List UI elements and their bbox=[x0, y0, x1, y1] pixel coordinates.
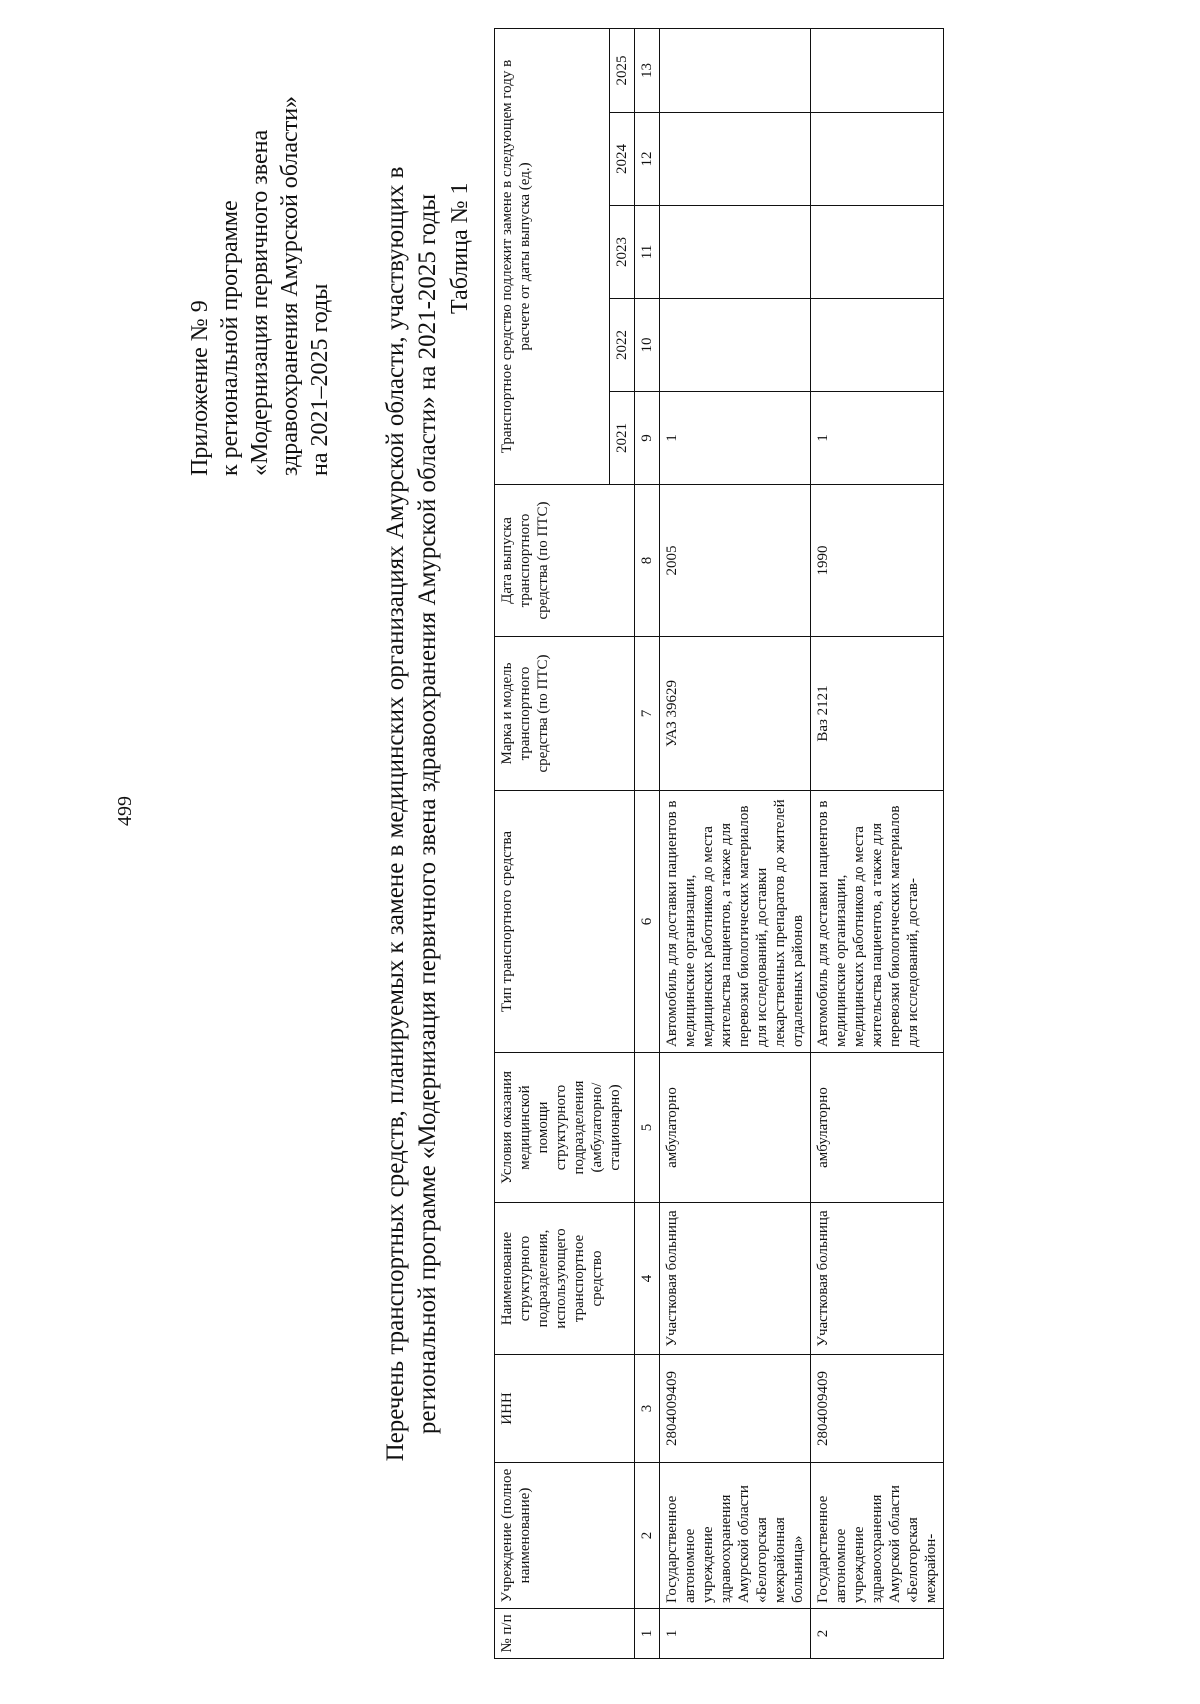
header-num: № п/п bbox=[495, 1609, 635, 1659]
cell-2025 bbox=[660, 28, 811, 112]
cell-subdivision: Участковая больница bbox=[660, 1203, 811, 1355]
appendix-line: к региональной программе bbox=[217, 200, 243, 476]
column-number: 13 bbox=[635, 28, 660, 112]
header-model: Марка и модель транспортного средства (по ПТС) bbox=[495, 637, 635, 791]
page-number: 499 bbox=[114, 796, 136, 826]
cell-2024 bbox=[811, 113, 944, 206]
cell-conditions: амбулаторно bbox=[811, 1053, 944, 1203]
cell-num: 2 bbox=[811, 1609, 944, 1659]
header-year: 2023 bbox=[610, 206, 635, 299]
cell-institution: Государственное автономное учреждение здравоохранения Амурской области «Белогорская межрайонная больница» bbox=[660, 1463, 811, 1609]
cell-2021: 1 bbox=[811, 392, 944, 485]
table-row bbox=[660, 28, 811, 1658]
header-subdivision: Наименование структурного подразделения, использующего транспортное средство bbox=[495, 1203, 635, 1355]
column-number: 8 bbox=[635, 485, 660, 637]
header-inn: ИНН bbox=[495, 1355, 635, 1463]
header-conditions: Условия оказания медицинской помощи структурного подразделения (амбулаторно/ стационарно) bbox=[495, 1053, 635, 1203]
cell-2021: 1 bbox=[660, 392, 811, 485]
column-number: 7 bbox=[635, 637, 660, 791]
title-line: Перечень транспортных средств, планируемых к замене в медицинских организациях Амурской области, участвующих в bbox=[382, 166, 409, 1462]
cell-type: Автомобиль для доставки пациентов в медицинские организации, медицинских работников до места жительства пациентов, а также для перевозки биологических материалов для исследований, достав- bbox=[811, 791, 944, 1053]
header-year: 2022 bbox=[610, 299, 635, 392]
cell-type: Автомобиль для доставки пациентов в медицинские организации, медицинских работников до места жительства пациентов, а также для перевозки биологических материалов для исследований, доставки лекарственных препаратов до жителей отдаленных районов bbox=[660, 791, 811, 1053]
column-numbers-row bbox=[635, 28, 660, 1658]
table-header-row bbox=[495, 28, 610, 1658]
vehicles-table bbox=[494, 28, 944, 1659]
column-number: 3 bbox=[635, 1355, 660, 1463]
table-row bbox=[811, 28, 944, 1658]
title-line: региональной программе «Модернизация первичного звена здравоохранения Амурской области» на 2021-2025 годы bbox=[414, 193, 441, 1435]
cell-inn: 2804009409 bbox=[811, 1355, 944, 1463]
cell-inn: 2804009409 bbox=[660, 1355, 811, 1463]
table-number: Таблица № 1 bbox=[447, 182, 473, 314]
cell-2022 bbox=[811, 299, 944, 392]
cell-model: Ваз 2121 bbox=[811, 637, 944, 791]
cell-release: 2005 bbox=[660, 485, 811, 637]
appendix-line: «Модернизация первичного звена bbox=[247, 129, 273, 476]
cell-institution: Государственное автономное учреждение здравоохранения Амурской области «Белогорская межрайон- bbox=[811, 1463, 944, 1609]
cell-2023 bbox=[811, 206, 944, 299]
header-replace: Транспортное средство подлежит замене в следующем году в расчете от даты выпуска (ед.) bbox=[495, 28, 610, 484]
column-number: 12 bbox=[635, 113, 660, 206]
appendix-header bbox=[185, 6, 335, 476]
column-number: 9 bbox=[635, 392, 660, 485]
cell-subdivision: Участковая больница bbox=[811, 1203, 944, 1355]
cell-2023 bbox=[660, 206, 811, 299]
header-type: Тип транспортного средства bbox=[495, 791, 635, 1053]
column-number: 11 bbox=[635, 206, 660, 299]
column-number: 2 bbox=[635, 1463, 660, 1609]
appendix-line: Приложение № 9 bbox=[187, 300, 213, 476]
cell-conditions: амбулаторно bbox=[660, 1053, 811, 1203]
header-institution: Учреждение (полное наименование) bbox=[495, 1463, 635, 1609]
cell-2025 bbox=[811, 28, 944, 112]
header-release: Дата выпуска транспортного средства (по ПТС) bbox=[495, 485, 635, 637]
column-number: 1 bbox=[635, 1609, 660, 1659]
column-number: 10 bbox=[635, 299, 660, 392]
header-year: 2021 bbox=[610, 392, 635, 485]
column-number: 5 bbox=[635, 1053, 660, 1203]
cell-2024 bbox=[660, 113, 811, 206]
appendix-line: здравоохранения Амурской области» bbox=[277, 95, 303, 476]
cell-model: УАЗ 39629 bbox=[660, 637, 811, 791]
column-number: 6 bbox=[635, 791, 660, 1053]
cell-2022 bbox=[660, 299, 811, 392]
cell-num: 1 bbox=[660, 1609, 811, 1659]
cell-release: 1990 bbox=[811, 485, 944, 637]
header-year: 2025 bbox=[610, 28, 635, 112]
header-year: 2024 bbox=[610, 113, 635, 206]
appendix-line: на 2021–2025 годы bbox=[307, 283, 333, 476]
document-title bbox=[380, 74, 444, 1554]
column-number: 4 bbox=[635, 1203, 660, 1355]
